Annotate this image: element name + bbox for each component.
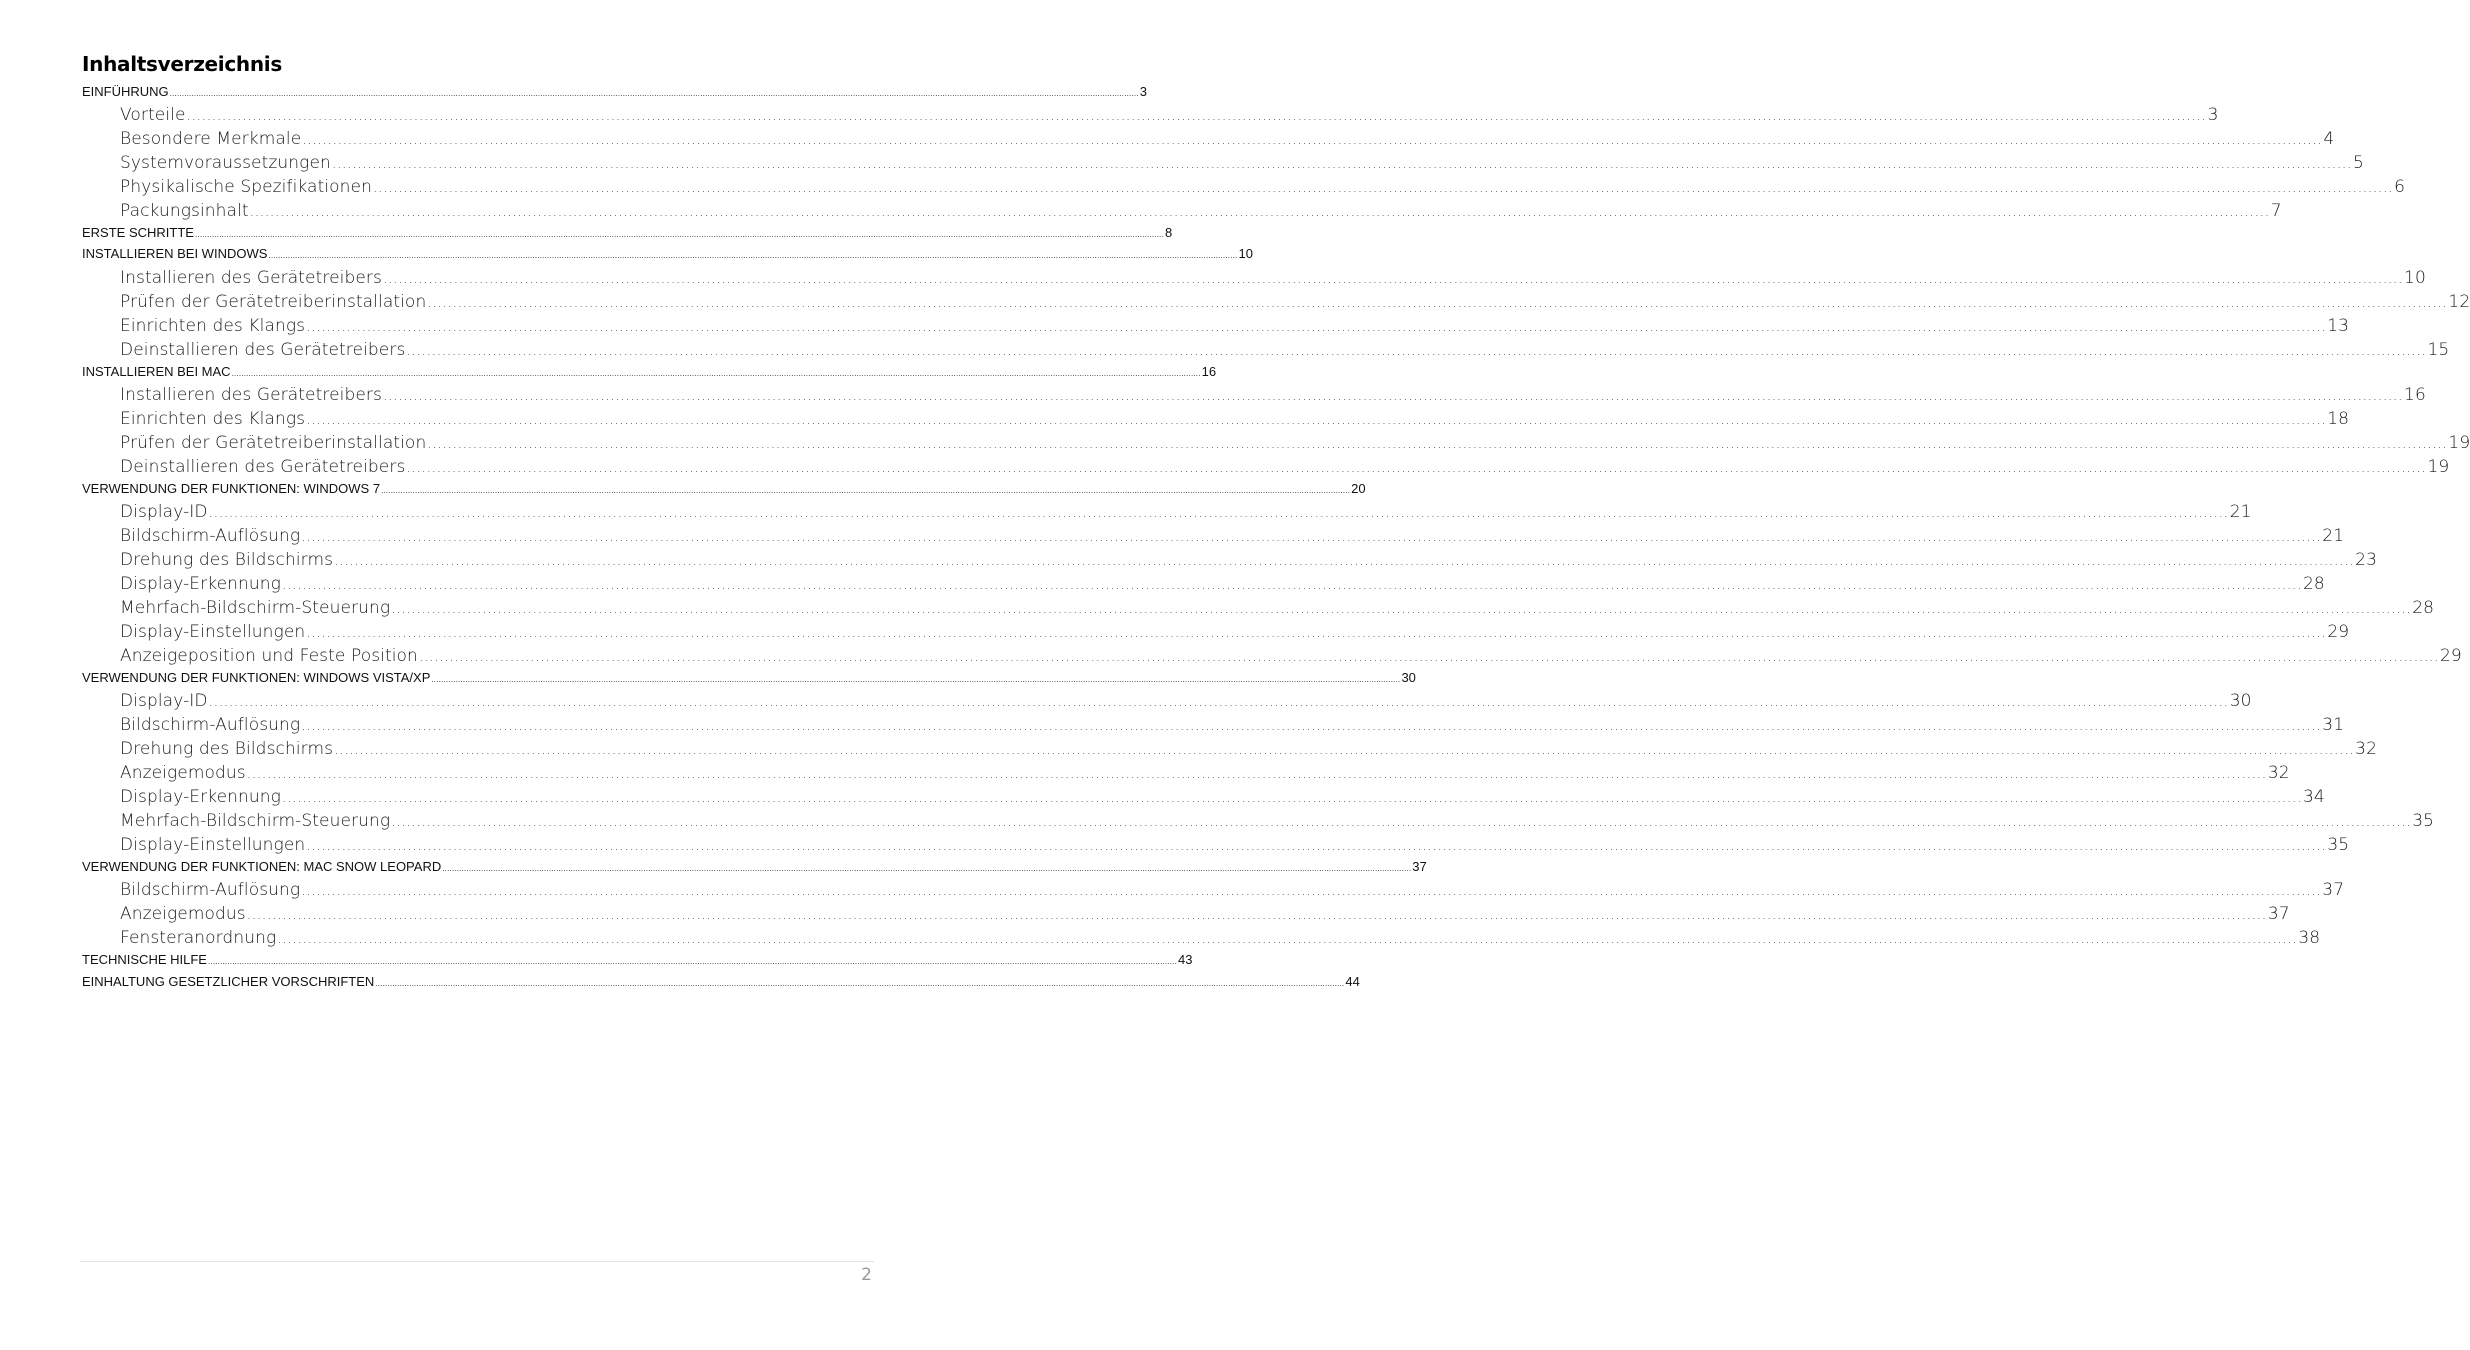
- toc-entry-label: INSTALLIEREN BEI MAC: [82, 363, 231, 379]
- toc-entry-label: Anzeigemodus: [120, 763, 246, 784]
- toc-entry-page: 19: [2427, 456, 2450, 477]
- toc-dot-leader: ................................................................................................................................................................................................................................................................................................................................................................................................................: [249, 204, 2270, 221]
- toc-subsection-entry[interactable]: [120, 267, 2426, 292]
- toc-entry-label: Display-Erkennung: [120, 787, 281, 808]
- toc-dot-leader: ................................................................................................................................................................................................................................................................................................................................................................................................................: [391, 601, 2412, 617]
- toc-entry-page: 37: [1412, 859, 1427, 875]
- toc-subsection-entry[interactable]: [120, 129, 2335, 153]
- toc-subsection-entry[interactable]: [120, 384, 2426, 409]
- toc-dot-leader: ................................................................................................................................................................................................................................................................................................................................................................................................................: [381, 485, 1351, 495]
- toc-dot-leader: ................................................................................................................................................................................................................................................................................................................................................................................................................: [268, 251, 1238, 261]
- toc-entry-label: EINFÜHRUNG: [82, 84, 169, 99]
- toc-dot-leader: ................................................................................................................................................................................................................................................................................................................................................................................................................: [406, 459, 2427, 476]
- toc-entry-page: 16: [2404, 384, 2426, 405]
- toc-dot-leader: ................................................................................................................................................................................................................................................................................................................................................................................................................: [372, 180, 2394, 197]
- toc-entry-label: Packungsinhalt: [120, 201, 249, 222]
- toc-dot-leader: ................................................................................................................................................................................................................................................................................................................................................................................................................: [427, 435, 2448, 452]
- toc-entry-label: Drehung des Bildschirms: [120, 550, 334, 570]
- toc-entry-label: Deinstallieren des Gerätetreibers: [120, 339, 406, 360]
- toc-entry-page: 16: [1201, 363, 1217, 379]
- toc-entry-page: 23: [2355, 550, 2378, 570]
- toc-entry-page: 19: [2448, 432, 2470, 453]
- toc-entry-label: INSTALLIEREN BEI WINDOWS: [82, 246, 268, 262]
- toc-dot-leader: ................................................................................................................................................................................................................................................................................................................................................................................................................: [306, 625, 2327, 641]
- toc-entry-page: 8: [1165, 225, 1173, 241]
- toc-subsection-entry[interactable]: [120, 291, 2470, 316]
- toc-section-entry[interactable]: [82, 363, 1217, 385]
- toc-entry-page: 37: [2322, 880, 2345, 901]
- toc-entry-page: 28: [2303, 574, 2325, 594]
- toc-entry-label: Display-Einstellungen: [120, 835, 306, 856]
- toc-entry-label: VERWENDUNG DER FUNKTIONEN: WINDOWS 7: [82, 480, 381, 496]
- toc-entry-page: 29: [2440, 646, 2462, 666]
- toc-entry-page: 6: [2394, 177, 2405, 198]
- toc-subsection-entry[interactable]: [120, 598, 2435, 622]
- toc-entry-page: 38: [2298, 928, 2321, 949]
- toc-dot-leader: ................................................................................................................................................................................................................................................................................................................................................................................................................: [431, 675, 1401, 684]
- toc-entry-label: VERWENDUNG DER FUNKTIONEN: WINDOWS VISTA/XP: [82, 670, 431, 685]
- toc-subsection-entry[interactable]: [120, 456, 2450, 481]
- toc-entry-label: TECHNISCHE HILFE: [82, 952, 207, 968]
- toc-section-entry[interactable]: [82, 973, 1360, 995]
- toc-entry-page: 35: [2327, 835, 2350, 856]
- toc-dot-leader: ................................................................................................................................................................................................................................................................................................................................................................................................................: [334, 553, 2355, 569]
- toc-dot-leader: ................................................................................................................................................................................................................................................................................................................................................................................................................: [331, 156, 2352, 173]
- toc-subsection-entry[interactable]: [120, 339, 2450, 364]
- toc-dot-leader: ................................................................................................................................................................................................................................................................................................................................................................................................................: [281, 577, 2303, 593]
- toc-entry-page: 21: [2229, 502, 2252, 522]
- toc-dot-leader: ................................................................................................................................................................................................................................................................................................................................................................................................................: [169, 89, 1139, 98]
- toc-dot-leader: ................................................................................................................................................................................................................................................................................................................................................................................................................: [186, 108, 2207, 125]
- toc-entry-page: 34: [2303, 787, 2325, 808]
- toc-subsection-entry[interactable]: [120, 408, 2350, 433]
- toc-subsection-entry[interactable]: [120, 177, 2405, 201]
- toc-entry-page: 3: [1139, 84, 1147, 99]
- toc-entry-label: Bildschirm-Auflösung: [120, 526, 301, 546]
- toc-section-entry[interactable]: [82, 952, 1193, 973]
- toc-entry-label: Physikalische Spezifikationen: [120, 177, 372, 198]
- toc-entry-label: Installieren des Gerätetreibers: [120, 267, 382, 288]
- toc-entry-page: 13: [2327, 315, 2350, 336]
- toc-entry-page: 20: [1351, 480, 1366, 496]
- toc-subsection-entry[interactable]: [120, 835, 2350, 859]
- toc-dot-leader: ................................................................................................................................................................................................................................................................................................................................................................................................................: [391, 814, 2412, 831]
- toc-subsection-entry[interactable]: [120, 811, 2435, 835]
- toc-subsection-entry[interactable]: [120, 739, 2378, 763]
- toc-section-entry[interactable]: [82, 84, 1147, 105]
- toc-section-entry[interactable]: [82, 670, 1416, 691]
- toc-dot-leader: ................................................................................................................................................................................................................................................................................................................................................................................................................: [442, 864, 1412, 874]
- toc-entry-label: Bildschirm-Auflösung: [120, 715, 301, 736]
- toc-entry-label: Deinstallieren des Gerätetreibers: [120, 456, 406, 477]
- toc-subsection-entry[interactable]: [120, 787, 2325, 811]
- toc-entry-page: 31: [2322, 715, 2345, 736]
- toc-subsection-entry[interactable]: [120, 201, 2282, 225]
- toc-entry-label: Mehrfach-Bildschirm-Steuerung: [120, 598, 391, 618]
- toc-dot-leader: ................................................................................................................................................................................................................................................................................................................................................................................................................: [306, 411, 2327, 428]
- toc-dot-leader: ................................................................................................................................................................................................................................................................................................................................................................................................................: [231, 368, 1201, 378]
- toc-entry-label: VERWENDUNG DER FUNKTIONEN: MAC SNOW LEOPARD: [82, 859, 442, 875]
- toc-subsection-entry[interactable]: [120, 904, 2290, 928]
- toc-entry-label: Display-Einstellungen: [120, 622, 306, 642]
- toc-section-entry[interactable]: [82, 225, 1173, 246]
- toc-entry-page: 4: [2323, 129, 2335, 150]
- toc-subsection-entry[interactable]: [120, 646, 2462, 670]
- toc-dot-leader: ................................................................................................................................................................................................................................................................................................................................................................................................................: [382, 270, 2404, 287]
- toc-entry-label: Besondere Merkmale: [120, 129, 302, 150]
- toc-dot-leader: ................................................................................................................................................................................................................................................................................................................................................................................................................: [334, 742, 2355, 759]
- toc-dot-leader: ................................................................................................................................................................................................................................................................................................................................................................................................................: [306, 318, 2327, 335]
- toc-subsection-entry[interactable]: [120, 880, 2345, 904]
- toc-entry-label: Vorteile: [120, 105, 186, 126]
- toc-subsection-entry[interactable]: [120, 928, 2321, 952]
- toc-subsection-entry[interactable]: [120, 622, 2350, 646]
- toc-entry-label: Drehung des Bildschirms: [120, 739, 334, 760]
- toc-dot-leader: ................................................................................................................................................................................................................................................................................................................................................................................................................: [427, 294, 2448, 311]
- toc-dot-leader: ................................................................................................................................................................................................................................................................................................................................................................................................................: [281, 790, 2303, 807]
- toc-entry-label: Installieren des Gerätetreibers: [120, 384, 382, 405]
- toc-subsection-entry[interactable]: [120, 574, 2325, 598]
- toc-subsection-entry[interactable]: [120, 315, 2350, 340]
- toc-subsection-entry[interactable]: [120, 502, 2252, 526]
- toc-entry-page: 32: [2267, 763, 2290, 784]
- toc-subsection-entry[interactable]: [120, 432, 2470, 457]
- toc-entry-label: Prüfen der Gerätetreiberinstallation: [120, 432, 427, 453]
- toc-dot-leader: ................................................................................................................................................................................................................................................................................................................................................................................................................: [406, 342, 2427, 359]
- toc-subsection-entry[interactable]: [120, 526, 2345, 550]
- page-title: Inhaltsverzeichnis: [82, 52, 282, 76]
- toc-dot-leader: ................................................................................................................................................................................................................................................................................................................................................................................................................: [246, 907, 2267, 924]
- toc-entry-label: Anzeigeposition und Feste Position: [120, 646, 418, 666]
- toc-entry-page: 10: [1238, 246, 1253, 262]
- toc-entry-label: Display-Erkennung: [120, 574, 281, 594]
- toc-entry-page: 37: [2267, 904, 2290, 925]
- toc-dot-leader: ................................................................................................................................................................................................................................................................................................................................................................................................................: [246, 766, 2267, 783]
- toc-entry-label: Display-ID: [120, 691, 208, 712]
- toc-dot-leader: ................................................................................................................................................................................................................................................................................................................................................................................................................: [375, 978, 1345, 988]
- toc-entry-page: 3: [2207, 105, 2219, 126]
- toc-entry-page: 30: [2229, 691, 2252, 712]
- toc-entry-label: Einrichten des Klangs: [120, 408, 306, 429]
- page-number: 2: [861, 1265, 872, 1285]
- toc-dot-leader: ................................................................................................................................................................................................................................................................................................................................................................................................................: [306, 838, 2327, 855]
- toc-subsection-entry[interactable]: [120, 715, 2345, 739]
- toc-dot-leader: ................................................................................................................................................................................................................................................................................................................................................................................................................: [302, 132, 2323, 149]
- toc-dot-leader: ................................................................................................................................................................................................................................................................................................................................................................................................................: [301, 883, 2322, 900]
- toc-subsection-entry[interactable]: [120, 550, 2378, 574]
- toc-entry-page: 12: [2448, 291, 2470, 312]
- toc-dot-leader: ................................................................................................................................................................................................................................................................................................................................................................................................................: [301, 529, 2322, 545]
- toc-entry-page: 15: [2427, 339, 2450, 360]
- toc-entry-page: 44: [1345, 973, 1360, 989]
- toc-entry-page: 7: [2270, 201, 2282, 222]
- toc-entry-page: 21: [2322, 526, 2345, 546]
- toc-dot-leader: ................................................................................................................................................................................................................................................................................................................................................................................................................: [382, 387, 2404, 404]
- toc-section-entry[interactable]: [82, 859, 1427, 880]
- toc-dot-leader: ................................................................................................................................................................................................................................................................................................................................................................................................................: [301, 718, 2322, 735]
- toc-entry-label: EINHALTUNG GESETZLICHER VORSCHRIFTEN: [82, 973, 375, 989]
- toc-dot-leader: ................................................................................................................................................................................................................................................................................................................................................................................................................: [208, 694, 2229, 711]
- toc-dot-leader: ................................................................................................................................................................................................................................................................................................................................................................................................................: [207, 957, 1178, 967]
- toc-section-entry[interactable]: [82, 246, 1253, 267]
- toc-entry-label: Anzeigemodus: [120, 904, 246, 925]
- toc-subsection-entry[interactable]: [120, 105, 2219, 129]
- toc-section-entry[interactable]: [82, 480, 1366, 502]
- toc-entry-page: 43: [1178, 952, 1193, 968]
- toc-entry-label: Bildschirm-Auflösung: [120, 880, 301, 901]
- toc-entry-page: 30: [1401, 670, 1416, 685]
- toc-entry-label: Systemvoraussetzungen: [120, 153, 331, 174]
- toc-entry-label: Prüfen der Gerätetreiberinstallation: [120, 291, 427, 312]
- toc-subsection-entry[interactable]: [120, 763, 2290, 787]
- toc-subsection-entry[interactable]: [120, 153, 2364, 177]
- toc-entry-page: 35: [2412, 811, 2435, 832]
- toc-entry-page: 18: [2327, 408, 2350, 429]
- toc-dot-leader: ................................................................................................................................................................................................................................................................................................................................................................................................................: [194, 230, 1165, 240]
- toc-dot-leader: ................................................................................................................................................................................................................................................................................................................................................................................................................: [277, 931, 2298, 948]
- toc-entry-label: ERSTE SCHRITTE: [82, 225, 194, 241]
- footer-divider: [80, 1261, 874, 1262]
- toc-entry-page: 10: [2404, 267, 2426, 288]
- toc-entry-label: Display-ID: [120, 502, 208, 522]
- toc-subsection-entry[interactable]: [120, 691, 2252, 715]
- toc-entry-page: 5: [2352, 153, 2364, 174]
- toc-entry-label: Einrichten des Klangs: [120, 315, 306, 336]
- toc-entry-page: 29: [2327, 622, 2350, 642]
- toc-dot-leader: ................................................................................................................................................................................................................................................................................................................................................................................................................: [418, 649, 2440, 665]
- toc-entry-label: Fensteranordnung: [120, 928, 277, 949]
- toc-entry-label: Mehrfach-Bildschirm-Steuerung: [120, 811, 391, 832]
- toc-entry-page: 32: [2355, 739, 2378, 760]
- toc-entry-page: 28: [2412, 598, 2435, 618]
- toc-dot-leader: ................................................................................................................................................................................................................................................................................................................................................................................................................: [208, 505, 2229, 521]
